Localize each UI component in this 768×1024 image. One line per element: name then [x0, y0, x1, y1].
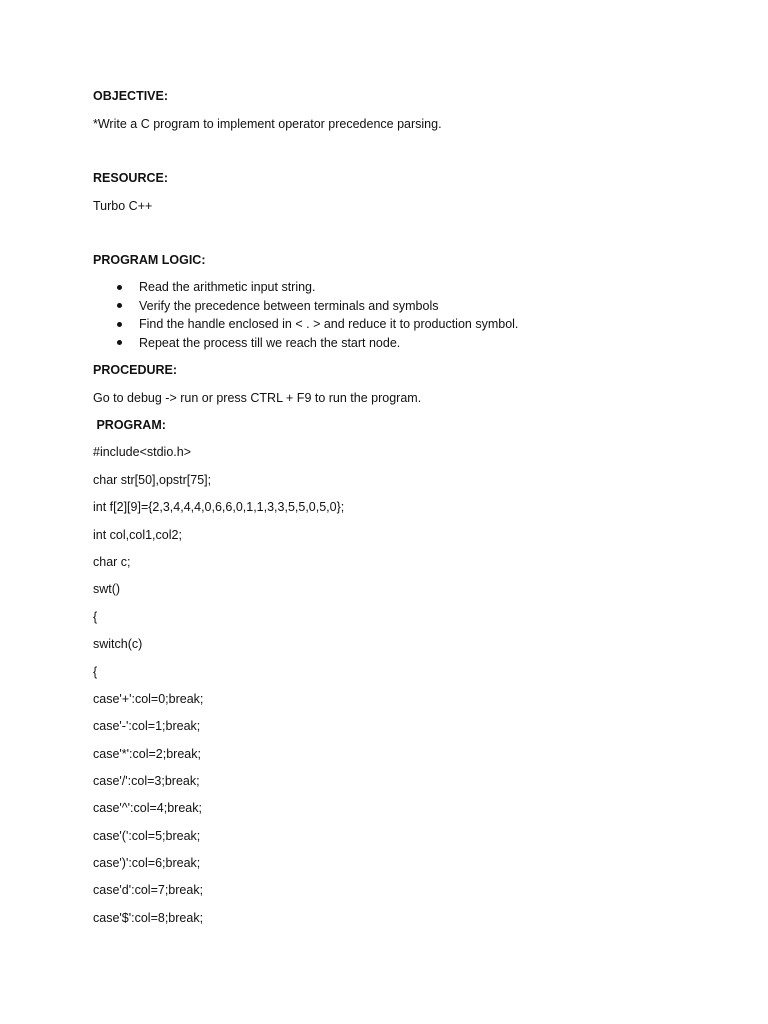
- code-line: case'(':col=5;break;: [93, 829, 201, 843]
- procedure-heading: PROCEDURE:: [93, 363, 178, 377]
- code-line: switch(c): [93, 637, 143, 651]
- bullet-icon: [117, 303, 122, 308]
- objective-text: *Write a C program to implement operator precedence parsing.: [93, 117, 442, 131]
- code-line: case'^':col=4;break;: [93, 801, 202, 815]
- code-line: char c;: [93, 555, 131, 569]
- procedure-text: Go to debug -> run or press CTRL + F9 to run the program.: [93, 391, 422, 405]
- code-line: case'$':col=8;break;: [93, 911, 204, 925]
- program-logic-list: [114, 279, 518, 353]
- code-line: #include<stdio.h>: [93, 445, 191, 459]
- code-line: case'd':col=7;break;: [93, 883, 204, 897]
- bullet-icon: [117, 285, 122, 290]
- bullet-icon: [117, 322, 122, 327]
- program-heading: PROGRAM:: [93, 418, 166, 432]
- code-line: case'/':col=3;break;: [93, 774, 200, 788]
- code-line: {: [93, 610, 98, 624]
- resource-text: Turbo C++: [93, 199, 153, 213]
- list-item: Read the arithmetic input string.: [114, 279, 518, 298]
- resource-heading: RESOURCE:: [93, 171, 169, 185]
- code-line: int col,col1,col2;: [93, 528, 182, 542]
- code-line: case'+':col=0;break;: [93, 692, 204, 706]
- bullet-icon: [117, 340, 122, 345]
- program-logic-heading: PROGRAM LOGIC:: [93, 253, 206, 267]
- code-line: case'-':col=1;break;: [93, 719, 201, 733]
- list-item: Repeat the process till we reach the start node.: [114, 335, 518, 354]
- code-line: case'*':col=2;break;: [93, 747, 201, 761]
- objective-heading: OBJECTIVE:: [93, 89, 169, 103]
- code-line: {: [93, 665, 98, 679]
- code-line: int f[2][9]={2,3,4,4,4,0,6,6,0,1,1,3,3,5,5,0,5,0};: [93, 500, 345, 514]
- list-item: Find the handle enclosed in < . > and reduce it to production symbol.: [114, 316, 518, 335]
- code-line: char str[50],opstr[75];: [93, 473, 212, 487]
- code-line: swt(): [93, 582, 121, 596]
- code-line: case')':col=6;break;: [93, 856, 201, 870]
- list-item: Verify the precedence between terminals and symbols: [114, 298, 518, 317]
